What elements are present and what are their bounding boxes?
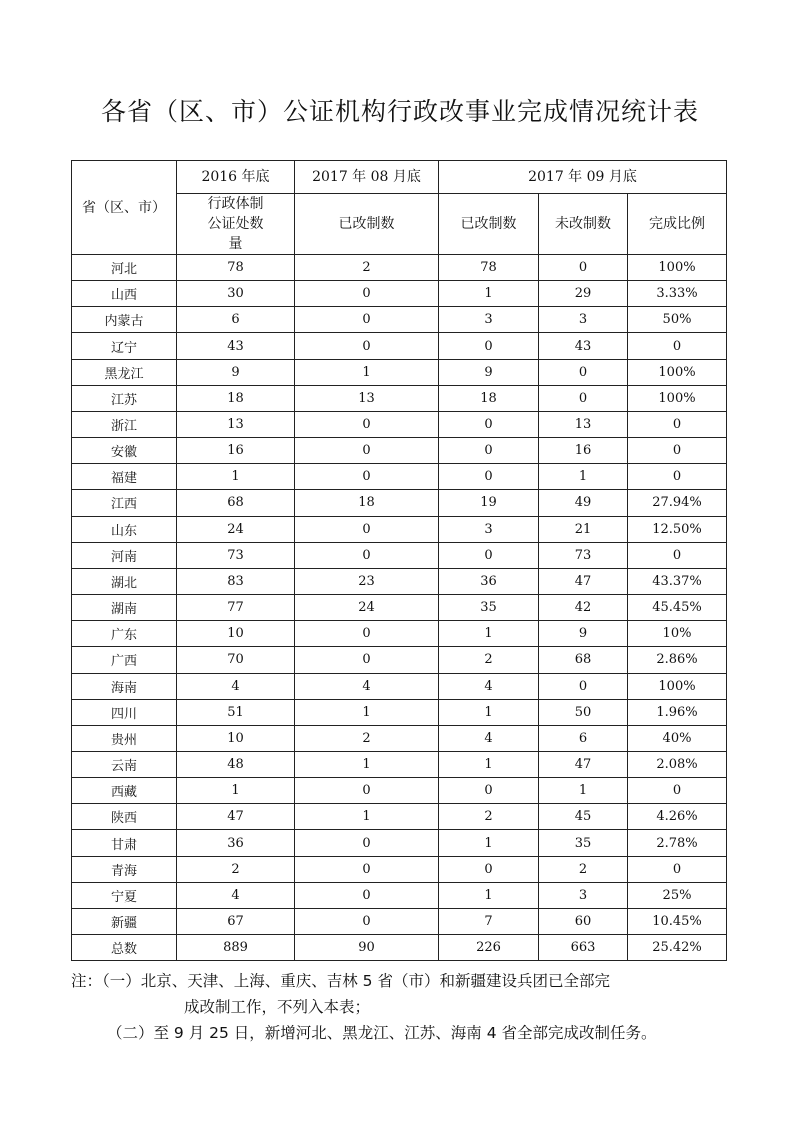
cell-converted-2017-09: 4 — [439, 673, 539, 699]
cell-converted-2017-08: 90 — [295, 935, 439, 961]
cell-admin-count-2016: 1 — [177, 778, 295, 804]
note-2: （二）至 9 月 25 日，新增河北、黑龙江、江苏、海南 4 省全部完成改制任务。 — [107, 1024, 657, 1042]
cell-converted-2017-08: 0 — [295, 464, 439, 490]
cell-admin-count-2016: 48 — [177, 751, 295, 777]
cell-admin-count-2016: 6 — [177, 307, 295, 333]
cell-province: 广东 — [72, 621, 177, 647]
cell-province: 河北 — [72, 255, 177, 281]
cell-completion-ratio: 100% — [628, 359, 727, 385]
cell-converted-2017-09: 1 — [439, 882, 539, 908]
cell-converted-2017-09: 35 — [439, 595, 539, 621]
cell-converted-2017-08: 0 — [295, 856, 439, 882]
cell-completion-ratio: 40% — [628, 725, 727, 751]
cell-converted-2017-08: 24 — [295, 595, 439, 621]
cell-admin-count-2016: 889 — [177, 935, 295, 961]
table-row — [72, 935, 727, 961]
table-row — [72, 568, 727, 594]
cell-province: 四川 — [72, 699, 177, 725]
cell-province: 西藏 — [72, 778, 177, 804]
cell-converted-2017-08: 0 — [295, 621, 439, 647]
cell-completion-ratio: 100% — [628, 385, 727, 411]
cell-converted-2017-08: 0 — [295, 307, 439, 333]
cell-unconverted-2017-09: 35 — [539, 830, 628, 856]
header-2016: 2016 年底 — [177, 161, 295, 194]
cell-unconverted-2017-09: 1 — [539, 778, 628, 804]
cell-converted-2017-08: 23 — [295, 568, 439, 594]
cell-province: 甘肃 — [72, 830, 177, 856]
cell-admin-count-2016: 13 — [177, 411, 295, 437]
cell-admin-count-2016: 1 — [177, 464, 295, 490]
cell-admin-count-2016: 47 — [177, 804, 295, 830]
cell-completion-ratio: 0 — [628, 542, 727, 568]
cell-converted-2017-08: 18 — [295, 490, 439, 516]
cell-converted-2017-08: 0 — [295, 333, 439, 359]
cell-unconverted-2017-09: 6 — [539, 725, 628, 751]
cell-province: 青海 — [72, 856, 177, 882]
cell-admin-count-2016: 67 — [177, 908, 295, 934]
cell-completion-ratio: 2.08% — [628, 751, 727, 777]
cell-province: 山东 — [72, 516, 177, 542]
cell-province: 浙江 — [72, 411, 177, 437]
cell-converted-2017-08: 1 — [295, 699, 439, 725]
cell-converted-2017-09: 7 — [439, 908, 539, 934]
cell-unconverted-2017-09: 43 — [539, 333, 628, 359]
cell-unconverted-2017-09: 3 — [539, 882, 628, 908]
cell-converted-2017-08: 0 — [295, 411, 439, 437]
cell-admin-count-2016: 36 — [177, 830, 295, 856]
table-row — [72, 359, 727, 385]
statistics-table — [71, 160, 727, 961]
header-2017-09: 2017 年 09 月底 — [439, 161, 727, 194]
cell-completion-ratio: 0 — [628, 411, 727, 437]
cell-completion-ratio: 43.37% — [628, 568, 727, 594]
cell-province: 福建 — [72, 464, 177, 490]
note-1: 注：（一）北京、天津、上海、重庆、吉林 5 省（市）和新疆建设兵团已全部完 — [71, 972, 610, 990]
cell-province: 湖南 — [72, 595, 177, 621]
cell-unconverted-2017-09: 45 — [539, 804, 628, 830]
cell-converted-2017-09: 4 — [439, 725, 539, 751]
cell-admin-count-2016: 43 — [177, 333, 295, 359]
cell-completion-ratio: 100% — [628, 255, 727, 281]
cell-unconverted-2017-09: 16 — [539, 438, 628, 464]
subheader-converted-08: 已改制数 — [295, 194, 439, 255]
cell-completion-ratio: 10.45% — [628, 908, 727, 934]
table-row — [72, 804, 727, 830]
cell-converted-2017-09: 2 — [439, 804, 539, 830]
cell-admin-count-2016: 30 — [177, 281, 295, 307]
cell-unconverted-2017-09: 0 — [539, 359, 628, 385]
cell-completion-ratio: 1.96% — [628, 699, 727, 725]
cell-converted-2017-09: 0 — [439, 542, 539, 568]
cell-unconverted-2017-09: 47 — [539, 568, 628, 594]
cell-converted-2017-08: 13 — [295, 385, 439, 411]
cell-province: 广西 — [72, 647, 177, 673]
cell-completion-ratio: 0 — [628, 464, 727, 490]
cell-admin-count-2016: 10 — [177, 725, 295, 751]
cell-converted-2017-09: 1 — [439, 699, 539, 725]
cell-converted-2017-08: 2 — [295, 725, 439, 751]
table-row — [72, 699, 727, 725]
table-row — [72, 411, 727, 437]
cell-admin-count-2016: 2 — [177, 856, 295, 882]
cell-unconverted-2017-09: 0 — [539, 673, 628, 699]
cell-admin-count-2016: 78 — [177, 255, 295, 281]
subheader-completion-ratio: 完成比例 — [628, 194, 727, 255]
cell-unconverted-2017-09: 42 — [539, 595, 628, 621]
header-province: 省（区、市） — [72, 161, 177, 255]
table-row — [72, 385, 727, 411]
cell-converted-2017-09: 2 — [439, 647, 539, 673]
cell-unconverted-2017-09: 3 — [539, 307, 628, 333]
cell-converted-2017-09: 1 — [439, 751, 539, 777]
cell-admin-count-2016: 83 — [177, 568, 295, 594]
cell-completion-ratio: 25% — [628, 882, 727, 908]
notes — [71, 968, 751, 1046]
table-row — [72, 490, 727, 516]
cell-admin-count-2016: 4 — [177, 882, 295, 908]
cell-admin-count-2016: 77 — [177, 595, 295, 621]
cell-admin-count-2016: 70 — [177, 647, 295, 673]
cell-admin-count-2016: 16 — [177, 438, 295, 464]
cell-unconverted-2017-09: 49 — [539, 490, 628, 516]
cell-converted-2017-08: 0 — [295, 882, 439, 908]
cell-completion-ratio: 12.50% — [628, 516, 727, 542]
cell-province: 安徽 — [72, 438, 177, 464]
subheader-unconverted-09: 未改制数 — [539, 194, 628, 255]
cell-province: 宁夏 — [72, 882, 177, 908]
header-2017-08: 2017 年 08 月底 — [295, 161, 439, 194]
table-row — [72, 751, 727, 777]
cell-completion-ratio: 2.78% — [628, 830, 727, 856]
cell-province: 黑龙江 — [72, 359, 177, 385]
table-body — [72, 255, 727, 961]
cell-unconverted-2017-09: 2 — [539, 856, 628, 882]
cell-converted-2017-09: 0 — [439, 778, 539, 804]
cell-completion-ratio: 50% — [628, 307, 727, 333]
cell-converted-2017-09: 78 — [439, 255, 539, 281]
cell-unconverted-2017-09: 50 — [539, 699, 628, 725]
subheader-admin-count-label: 行政体制公证处数量 — [207, 196, 264, 252]
cell-converted-2017-08: 0 — [295, 516, 439, 542]
cell-unconverted-2017-09: 68 — [539, 647, 628, 673]
cell-completion-ratio: 2.86% — [628, 647, 727, 673]
table-row — [72, 830, 727, 856]
table-row — [72, 464, 727, 490]
cell-converted-2017-09: 226 — [439, 935, 539, 961]
table-row — [72, 516, 727, 542]
cell-completion-ratio: 0 — [628, 856, 727, 882]
cell-completion-ratio: 25.42% — [628, 935, 727, 961]
cell-converted-2017-08: 2 — [295, 255, 439, 281]
cell-admin-count-2016: 9 — [177, 359, 295, 385]
cell-converted-2017-08: 4 — [295, 673, 439, 699]
cell-unconverted-2017-09: 663 — [539, 935, 628, 961]
cell-completion-ratio: 0 — [628, 333, 727, 359]
table-row — [72, 908, 727, 934]
cell-admin-count-2016: 24 — [177, 516, 295, 542]
cell-converted-2017-09: 3 — [439, 307, 539, 333]
cell-completion-ratio: 0 — [628, 438, 727, 464]
cell-admin-count-2016: 10 — [177, 621, 295, 647]
cell-province: 海南 — [72, 673, 177, 699]
cell-province: 陕西 — [72, 804, 177, 830]
cell-admin-count-2016: 4 — [177, 673, 295, 699]
cell-province: 内蒙古 — [72, 307, 177, 333]
cell-converted-2017-08: 0 — [295, 647, 439, 673]
cell-converted-2017-08: 1 — [295, 751, 439, 777]
cell-converted-2017-08: 0 — [295, 778, 439, 804]
cell-completion-ratio: 27.94% — [628, 490, 727, 516]
cell-unconverted-2017-09: 13 — [539, 411, 628, 437]
cell-converted-2017-09: 0 — [439, 438, 539, 464]
cell-completion-ratio: 3.33% — [628, 281, 727, 307]
cell-converted-2017-08: 0 — [295, 830, 439, 856]
cell-converted-2017-09: 1 — [439, 281, 539, 307]
cell-unconverted-2017-09: 9 — [539, 621, 628, 647]
cell-admin-count-2016: 68 — [177, 490, 295, 516]
cell-unconverted-2017-09: 47 — [539, 751, 628, 777]
cell-converted-2017-08: 1 — [295, 804, 439, 830]
cell-unconverted-2017-09: 29 — [539, 281, 628, 307]
table-row — [72, 621, 727, 647]
cell-converted-2017-09: 19 — [439, 490, 539, 516]
table-row — [72, 647, 727, 673]
table-row — [72, 595, 727, 621]
cell-province: 贵州 — [72, 725, 177, 751]
cell-converted-2017-08: 0 — [295, 438, 439, 464]
cell-admin-count-2016: 73 — [177, 542, 295, 568]
note-1-continued: 成改制工作，不列入本表； — [184, 998, 371, 1016]
cell-province: 山西 — [72, 281, 177, 307]
cell-unconverted-2017-09: 21 — [539, 516, 628, 542]
table-row — [72, 673, 727, 699]
table-row — [72, 856, 727, 882]
cell-converted-2017-09: 0 — [439, 411, 539, 437]
table-row — [72, 255, 727, 281]
cell-province: 云南 — [72, 751, 177, 777]
cell-completion-ratio: 10% — [628, 621, 727, 647]
cell-converted-2017-09: 0 — [439, 464, 539, 490]
cell-unconverted-2017-09: 1 — [539, 464, 628, 490]
cell-completion-ratio: 100% — [628, 673, 727, 699]
table-row — [72, 438, 727, 464]
cell-admin-count-2016: 18 — [177, 385, 295, 411]
cell-converted-2017-09: 0 — [439, 856, 539, 882]
cell-unconverted-2017-09: 0 — [539, 385, 628, 411]
cell-completion-ratio: 4.26% — [628, 804, 727, 830]
cell-converted-2017-09: 1 — [439, 830, 539, 856]
table-row — [72, 333, 727, 359]
cell-province: 湖北 — [72, 568, 177, 594]
cell-completion-ratio: 45.45% — [628, 595, 727, 621]
table-row — [72, 542, 727, 568]
cell-province: 河南 — [72, 542, 177, 568]
cell-converted-2017-09: 3 — [439, 516, 539, 542]
cell-unconverted-2017-09: 60 — [539, 908, 628, 934]
cell-unconverted-2017-09: 73 — [539, 542, 628, 568]
cell-converted-2017-08: 0 — [295, 281, 439, 307]
cell-province: 江苏 — [72, 385, 177, 411]
cell-converted-2017-08: 0 — [295, 908, 439, 934]
cell-converted-2017-09: 36 — [439, 568, 539, 594]
cell-converted-2017-08: 1 — [295, 359, 439, 385]
cell-province: 辽宁 — [72, 333, 177, 359]
table-row — [72, 882, 727, 908]
table-row — [72, 725, 727, 751]
cell-province: 江西 — [72, 490, 177, 516]
table-row — [72, 307, 727, 333]
cell-converted-2017-09: 0 — [439, 333, 539, 359]
page-title: 各省（区、市）公证机构行政改事业完成情况统计表 — [100, 97, 699, 126]
cell-converted-2017-09: 9 — [439, 359, 539, 385]
table-row — [72, 281, 727, 307]
subheader-admin-count — [177, 194, 295, 255]
cell-converted-2017-08: 0 — [295, 542, 439, 568]
cell-converted-2017-09: 18 — [439, 385, 539, 411]
table-row — [72, 778, 727, 804]
cell-province: 总数 — [72, 935, 177, 961]
subheader-converted-09: 已改制数 — [439, 194, 539, 255]
cell-admin-count-2016: 51 — [177, 699, 295, 725]
cell-completion-ratio: 0 — [628, 778, 727, 804]
cell-unconverted-2017-09: 0 — [539, 255, 628, 281]
cell-province: 新疆 — [72, 908, 177, 934]
cell-converted-2017-09: 1 — [439, 621, 539, 647]
